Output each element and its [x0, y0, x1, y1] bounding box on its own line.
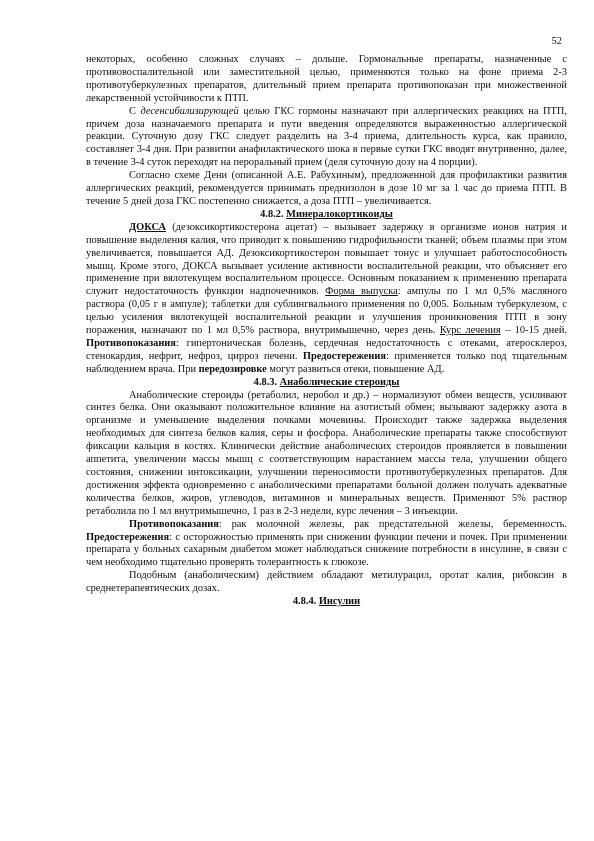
- paragraph-anabolic-contraindications: Противопоказания: рак молочной железы, рак предстательной железы, беременность. Предостережения: с осторожностью применять при снижении функции печени и почек. При применении препарата у больных сахарным диабетом может наблюдаться снижение потребности в инсулине, в связи с чем необходимо тщательно проверять толерантность к глюкозе.: [86, 518, 567, 569]
- section-heading-insulin: 4.8.4. Инсулин: [292, 596, 361, 608]
- paragraph-desensitizing: С десенсибилизирующей целью ГКС гормоны назначают при аллергических реакциях на ПТП, причем доза назначаемого препарата и пути введения определяются выраженностью аллергической реакции. Суточную дозу ГКС следует разделить на 3-4 приема, длительность курса, как правило, составляет 3-4 дня. При развитии анафилактического шока в первые сутки ГКС вводят внутривенно, далее, в течение 3-4 суток переходят на пероральный прием (деля суточную дозу на 4 порции).: [86, 105, 568, 169]
- label-warnings: Предостережения: [86, 531, 170, 543]
- page-number: 52: [551, 36, 562, 47]
- label-warnings: Предостережения: [302, 350, 387, 362]
- emphasis-desensitizing: десенсибилизирующей целью: [140, 105, 270, 117]
- paragraph-intro: некоторых, особенно сложных случаях – дольше. Гормональные препараты, назначенные с противовоспалительной или заместительной целью, применяются только на фоне приема 2-3 противотуберкулезных препаратов, длительный прием препарата противопоказан при множественной лекарственной устойчивости к ПТП.: [86, 54, 567, 104]
- label-release-form: Форма выпуска: [325, 286, 398, 298]
- paragraph-doxa: ДОКСА (дезоксикортикостерона ацетат) – вызывает задержку в организме ионов натрия и повышение выделения калия, что приводит к повышению гидрофильности тканей; объем плазмы при этом увеличивается, повышается АД. Дезоксикортикостерон повышает тонус и улучшает работоспособность мышц. Кроме этого, ДОКСА вызывает усиление активности воспалительной реакции, что объясняет его применение при вялотекущем воспалительном процессе. Основным показанием к применению препарата служит недостаточность функции надпочечников. Форма выпуска: ампулы по 1 мл 0,5% масляного раствора (0,05 г в ампуле); таблетки для сублингвального применения по 0,005. Больным туберкулезом, с целью усиления вялотекущей воспалительной реакции и улучшения проникновения ПТП в зону поражения, назначают по 1 мл 0,5% раствора, внутримышечно, через день. Курс лечения – 10-15 дней. Противопоказания: гипертоническая болезнь, сердечная недостаточность с отеками, атеросклероз, стенокардия, нефрит, нефроз, цирроз печени. Предостережения: применяется только под тщательным наблюдением врача. При передозировке могут развиться отеки, повышение АД.: [86, 221, 567, 375]
- paragraph-similar-action: Подобным (анаболическим) действием обладают метилурацил, оротат калия, рибоксин в среднетерапевтических дозах.: [86, 570, 567, 595]
- label-contraindications: Противопоказания: [86, 337, 176, 349]
- paragraph-deni-scheme: Согласно схеме Дени (описанной А.Е. Рабухиным), предложенной для профилактики развития аллергических реакций, рекомендуется принимать преднизолон в дозе 10 мг за 1 час до приема ПТП. В течение 5 дней доза ГКС постепенно снижается, а доза ПТП – увеличивается.: [86, 170, 567, 207]
- label-course: Курс лечения: [439, 325, 501, 337]
- label-overdose: передозировке: [198, 363, 267, 375]
- document-body: [86, 54, 567, 609]
- label-contraindications: Противопоказания: [129, 518, 219, 530]
- paragraph-anabolic: Анаболические стероиды (ретаболил, неробол и др.) – нормализуют обмен веществ, усиливают синтез белка. Они оказывают положительное влияние на азотистый обмен; вызывают задержку азота в организме и уменьшение выделения почками мочевины. Происходит также задержка выделения необходимых для синтеза белков калия, серы и фосфора. Анаболические препараты также способствуют фиксации кальция в костях. Клинически действие анаболических стероидов проявляется в повышении аппетита, увеличении массы мышц с соответствующим нарастанием массы тела, улучшении общего состояния, снижении интоксикации, улучшении переносимости противотуберкулезных препаратов. Для достижения эффекта одновременно с анаболическими препаратами больной должен получать адекватные количества белков, жиров, углеводов, витаминов и минеральных веществ. Применяют 5% раствор ретаболила по 1 мл внутримышечно, 1 раз в 2-3 недели, курс лечения – 3 инъекции.: [86, 389, 567, 517]
- section-heading-anabolic-steroids: 4.8.3. Анаболические стероиды: [253, 376, 400, 388]
- section-heading-mineralocorticoids: 4.8.2. Минералокортикоиды: [260, 208, 393, 220]
- drug-name-doxa: ДОКСА: [129, 221, 166, 233]
